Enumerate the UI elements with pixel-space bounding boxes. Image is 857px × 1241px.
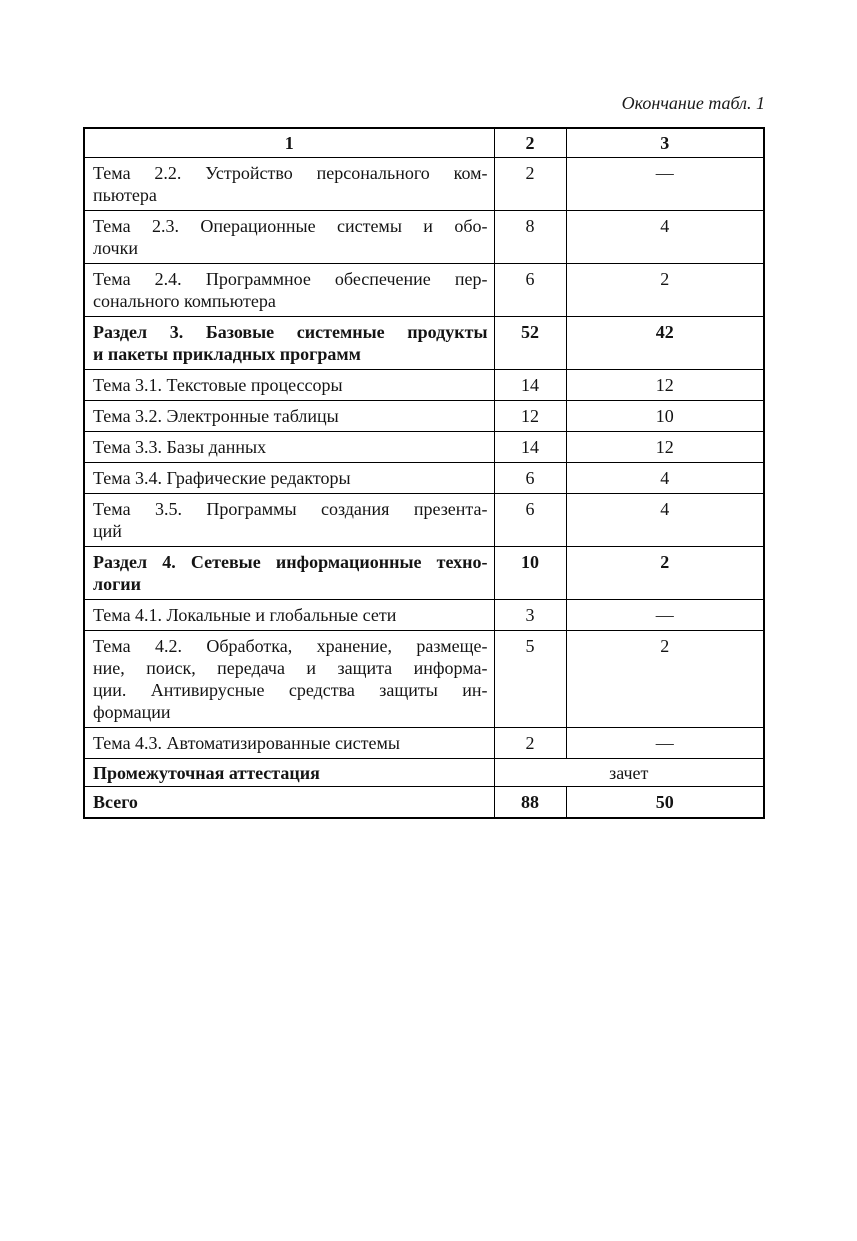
row-title-cell <box>84 759 494 787</box>
row-title-line: Раздел 4. Сетевые информационные техно- <box>93 552 488 572</box>
col3-value-cell: 4 <box>566 494 764 547</box>
col3-value-cell: 4 <box>566 211 764 264</box>
col2-value-cell: 12 <box>494 401 566 432</box>
merged-value-cell: зачет <box>494 759 764 787</box>
table-row-section <box>84 547 764 600</box>
col2-value-cell: 5 <box>494 631 566 728</box>
row-title-line: сонального компьютера <box>93 291 276 311</box>
table-row-topic <box>84 631 764 728</box>
col2-value-cell: 52 <box>494 317 566 370</box>
row-title-cell <box>84 401 494 432</box>
col3-value-cell: — <box>566 728 764 759</box>
row-title-line: Тема 3.3. Базы данных <box>93 437 267 457</box>
col3-value-cell: — <box>566 600 764 631</box>
row-title-line: ние, поиск, передача и защита информа- <box>93 658 488 678</box>
row-title-line: Тема 3.5. Программы создания презента- <box>93 499 488 519</box>
row-title-cell <box>84 158 494 211</box>
row-title-line: Тема 4.1. Локальные и глобальные сети <box>93 605 397 625</box>
row-title-line: Тема 3.2. Электронные таблицы <box>93 406 339 426</box>
col3-value-cell: 50 <box>566 787 764 819</box>
column-1-header: 1 <box>84 128 494 158</box>
col3-value-cell: — <box>566 158 764 211</box>
table-row-topic <box>84 494 764 547</box>
col2-value-cell: 10 <box>494 547 566 600</box>
col3-value-cell: 10 <box>566 401 764 432</box>
table-row-topic <box>84 463 764 494</box>
row-title-cell <box>84 211 494 264</box>
row-title-cell <box>84 787 494 819</box>
row-title-line: ции. Антивирусные средства защиты ин- <box>93 680 488 700</box>
row-title-line: Тема 3.1. Текстовые процессоры <box>93 375 343 395</box>
row-title-line: Раздел 3. Базовые системные продукты <box>93 322 488 342</box>
row-title-line: Тема 4.3. Автоматизированные системы <box>93 733 400 753</box>
table-header-row <box>84 128 764 158</box>
table-row-topic <box>84 211 764 264</box>
table-row-topic <box>84 370 764 401</box>
col2-value-cell: 6 <box>494 494 566 547</box>
col3-value-cell: 12 <box>566 432 764 463</box>
col3-value-cell: 2 <box>566 631 764 728</box>
row-title-line: формации <box>93 702 171 722</box>
col3-value-cell: 4 <box>566 463 764 494</box>
col2-value-cell: 2 <box>494 728 566 759</box>
table-row-topic <box>84 264 764 317</box>
table-continuation-caption: Окончание табл. 1 <box>621 93 765 113</box>
row-title-line: Тема 2.2. Устройство персонального ком- <box>93 163 488 183</box>
column-2-header: 2 <box>494 128 566 158</box>
table-row-topic <box>84 432 764 463</box>
row-title-line: и пакеты прикладных программ <box>93 344 361 364</box>
col2-value-cell: 3 <box>494 600 566 631</box>
row-title-line: Всего <box>93 792 138 812</box>
table-row-topic <box>84 600 764 631</box>
row-title-cell <box>84 728 494 759</box>
row-title-cell <box>84 370 494 401</box>
row-title-line: Тема 4.2. Обработка, хранение, размеще- <box>93 636 488 656</box>
row-title-cell <box>84 432 494 463</box>
row-title-cell <box>84 600 494 631</box>
table-row-topic <box>84 728 764 759</box>
col2-value-cell: 8 <box>494 211 566 264</box>
column-3-header: 3 <box>566 128 764 158</box>
col3-value-cell: 2 <box>566 264 764 317</box>
col2-value-cell: 14 <box>494 432 566 463</box>
row-title-line: логии <box>93 574 142 594</box>
col2-value-cell: 6 <box>494 264 566 317</box>
row-title-line: Тема 3.4. Графические редакторы <box>93 468 351 488</box>
row-title-cell <box>84 631 494 728</box>
row-title-cell <box>84 317 494 370</box>
col2-value-cell: 14 <box>494 370 566 401</box>
table-body <box>84 158 764 819</box>
col3-value-cell: 42 <box>566 317 764 370</box>
row-title-cell <box>84 264 494 317</box>
row-title-cell <box>84 494 494 547</box>
col2-value-cell: 2 <box>494 158 566 211</box>
row-title-line: Тема 2.4. Программное обеспечение пер- <box>93 269 488 289</box>
col2-value-cell: 6 <box>494 463 566 494</box>
table-row-total <box>84 787 764 819</box>
col3-value-cell: 12 <box>566 370 764 401</box>
row-title-cell <box>84 463 494 494</box>
row-title-line: лочки <box>93 238 138 258</box>
row-title-line: Промежуточная аттестация <box>93 763 320 783</box>
row-title-cell <box>84 547 494 600</box>
col2-value-cell: 88 <box>494 787 566 819</box>
curriculum-table <box>83 127 765 819</box>
table-header <box>84 128 764 158</box>
row-title-line: Тема 2.3. Операционные системы и обо- <box>93 216 488 236</box>
col3-value-cell: 2 <box>566 547 764 600</box>
table-row-topic <box>84 401 764 432</box>
table-row-attestation <box>84 759 764 787</box>
row-title-line: ций <box>93 521 122 541</box>
row-title-line: пьютера <box>93 185 157 205</box>
table-row-topic <box>84 158 764 211</box>
table-row-section <box>84 317 764 370</box>
